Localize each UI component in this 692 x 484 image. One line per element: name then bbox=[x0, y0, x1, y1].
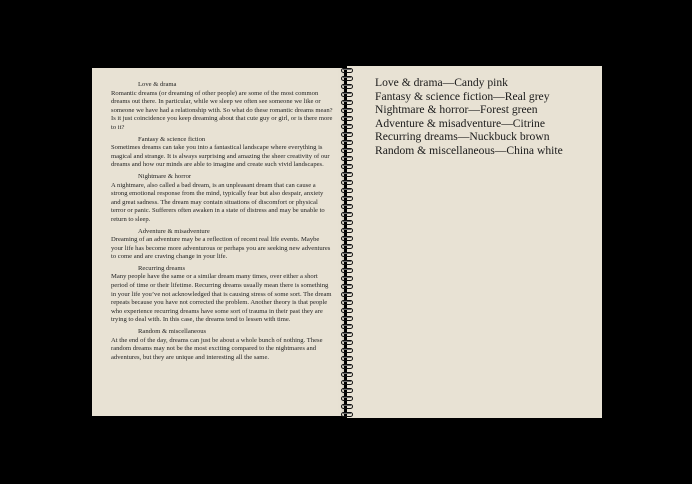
spiral-ring-highlight bbox=[343, 149, 351, 150]
color-key-nightmare: Nightmare & horror—Forest green bbox=[375, 103, 538, 117]
spiral-ring-highlight bbox=[343, 269, 351, 270]
spiral-ring-highlight bbox=[343, 69, 351, 70]
spiral-ring-highlight bbox=[343, 405, 351, 406]
section-fantasy bbox=[111, 136, 333, 170]
spiral-ring-highlight bbox=[343, 213, 351, 214]
section-adventure bbox=[111, 228, 333, 262]
spiral-ring-highlight bbox=[343, 365, 351, 366]
spiral-ring-highlight bbox=[343, 133, 351, 134]
color-key-random: Random & miscellaneous—China white bbox=[375, 143, 563, 157]
spiral-ring-highlight bbox=[343, 285, 351, 286]
spiral-ring-highlight bbox=[343, 261, 351, 262]
section-random bbox=[111, 328, 333, 362]
section-title: Love & drama bbox=[138, 81, 177, 88]
spiral-ring-highlight bbox=[343, 157, 351, 158]
color-key-fantasy: Fantasy & science fiction—Real grey bbox=[375, 89, 550, 103]
spiral-ring-highlight bbox=[343, 197, 351, 198]
color-key-list bbox=[375, 76, 595, 158]
right-page bbox=[347, 66, 602, 418]
section-body: Romantic dreams (or dreaming of other people) are some of the most common dreams out there. In particular, while we sleep we often see someone we like or someone we have had a relationship with. So what do these romantic dreams mean? Is it just coincidence you keep dreaming about that cute guy or girl, or is there more to it? bbox=[111, 89, 333, 131]
spiral-ring-highlight bbox=[343, 397, 351, 398]
spiral-ring-highlight bbox=[343, 389, 351, 390]
spiral-ring-highlight bbox=[343, 181, 351, 182]
section-title: Adventure & misadventure bbox=[138, 227, 210, 235]
spiral-ring-highlight bbox=[343, 109, 351, 110]
spiral-ring-highlight bbox=[343, 221, 351, 222]
spiral-ring-highlight bbox=[343, 333, 351, 334]
spiral-ring-highlight bbox=[343, 357, 351, 358]
section-body: Many people have the same or a similar dream many times, over either a short period of time or their lifetime. Recurring dreams usually mean there is something in your life you’ve not acknowledged that is causing stress of some sort. The dream repeats because you have not corrected the problem. Another theory is that people who experience recurring dreams have some sort of trauma in their past they are trying to deal with. In this case, the dreams tend to lessen with time. bbox=[111, 273, 332, 324]
spiral-ring-highlight bbox=[343, 165, 351, 166]
spiral-binding bbox=[340, 66, 354, 418]
spiral-ring-highlight bbox=[343, 173, 351, 174]
section-body: A nightmare, also called a bad dream, is an unpleasant dream that can cause a strong emotional response from the mind, typically fear but also despair, anxiety and great sadness. The dream may contain situations of discomfort or physical terror or panic. Sufferers often awaken in a state of distress and may be unable to return to sleep. bbox=[111, 181, 325, 223]
spiral-ring-highlight bbox=[343, 189, 351, 190]
section-title: Nightmare & horror bbox=[138, 172, 192, 180]
section-body: Dreaming of an adventure may be a reflection of recent real life events. Maybe your life has become more adventurous or perhaps you are seeking new adventures to come and are craving change in your life. bbox=[111, 236, 331, 261]
spiral-ring-highlight bbox=[343, 301, 351, 302]
spiral-ring-highlight bbox=[343, 253, 351, 254]
section-title: Recurring dreams bbox=[138, 264, 186, 272]
spiral-ring-highlight bbox=[343, 205, 351, 206]
spiral-ring-highlight bbox=[343, 381, 351, 382]
spiral-ring-highlight bbox=[343, 349, 351, 350]
section-body: Sometimes dreams can take you into a fantastical landscape where everything is magical and strange. It is always surprising and amazing the sheer creativity of our dreams and how our minds are able to imagine and create such vivid landscapes. bbox=[111, 144, 330, 169]
left-page bbox=[92, 68, 344, 416]
section-recurring bbox=[111, 265, 333, 325]
color-key-adventure: Adventure & misadventure—Citrine bbox=[375, 116, 546, 130]
spiral-ring-highlight bbox=[343, 125, 351, 126]
spiral-ring-highlight bbox=[343, 413, 351, 414]
section-title: Fantasy & science fiction bbox=[138, 135, 206, 143]
spiral-ring-highlight bbox=[343, 85, 351, 86]
spiral-ring-highlight bbox=[343, 309, 351, 310]
spiral-ring-highlight bbox=[343, 317, 351, 318]
spiral-ring-highlight bbox=[343, 117, 351, 118]
section-title: Random & miscellaneous bbox=[138, 328, 207, 336]
section-love-drama bbox=[111, 81, 333, 133]
spiral-ring-highlight bbox=[343, 341, 351, 342]
spiral-ring-highlight bbox=[343, 373, 351, 374]
spiral-ring-highlight bbox=[343, 237, 351, 238]
spiral-ring-highlight bbox=[343, 245, 351, 246]
left-page-text bbox=[111, 81, 333, 365]
section-body: At the end of the day, dreams can just be about a whole bunch of nothing. These random dreams may not be the most exciting compared to the nightmares and adventures, but they are unique and interesting all the same. bbox=[111, 336, 323, 361]
spiral-ring-highlight bbox=[343, 141, 351, 142]
spiral-ring-highlight bbox=[343, 293, 351, 294]
spiral-ring-highlight bbox=[343, 229, 351, 230]
color-key-love: Love & drama—Candy pink bbox=[375, 76, 508, 89]
spiral-ring-highlight bbox=[343, 77, 351, 78]
spiral-ring-highlight bbox=[343, 93, 351, 94]
spiral-ring-highlight bbox=[343, 277, 351, 278]
spiral-ring-highlight bbox=[343, 325, 351, 326]
spiral-ring-highlight bbox=[343, 101, 351, 102]
color-key-recurring: Recurring dreams—Nuckbuck brown bbox=[375, 130, 550, 144]
section-nightmare bbox=[111, 173, 333, 225]
